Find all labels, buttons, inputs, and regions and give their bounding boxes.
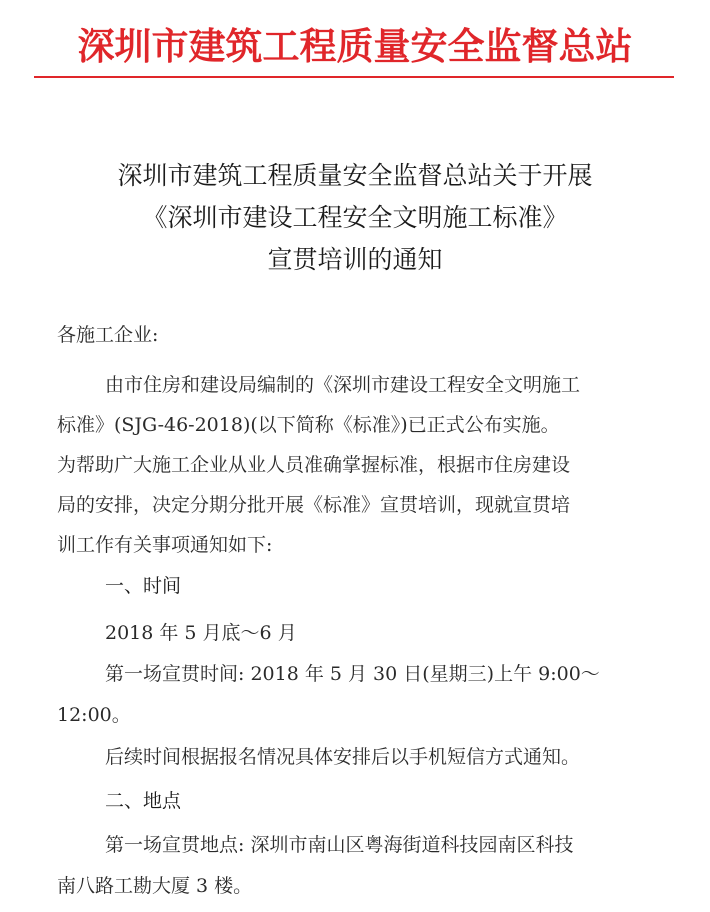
intro-line-2: 标准》(SJG-46-2018)(以下简称《标准》)已正式公布实施。	[57, 414, 560, 436]
first-session-time-line-1: 第一场宣贯时间: 2018 年 5 月 30 日(星期三)上午 9:00～	[105, 663, 600, 685]
section-heading-location: 二、地点	[105, 790, 182, 812]
section-heading-time: 一、时间	[105, 575, 182, 597]
document-title-line-3: 宣贯培训的通知	[267, 245, 443, 274]
intro-line-5: 训工作有关事项通知如下:	[57, 534, 273, 556]
first-session-location-line-2: 南八路工勘大厦 3 楼。	[57, 875, 253, 897]
letterhead-title: 深圳市建筑工程质量安全监督总站	[77, 25, 633, 68]
first-session-location-line-1: 第一场宣贯地点: 深圳市南山区粤海街道科技园南区科技	[105, 834, 574, 856]
followup-notice: 后续时间根据报名情况具体安排后以手机短信方式通知。	[105, 746, 581, 768]
intro-line-4: 局的安排，决定分期分批开展《标准》宣贯培训，现就宣贯培	[57, 494, 571, 516]
time-period: 2018 年 5 月底～6 月	[105, 622, 297, 644]
intro-line-1: 由市住房和建设局编制的《深圳市建设工程安全文明施工	[105, 374, 581, 396]
intro-line-3: 为帮助广大施工企业从业人员准确掌握标准，根据市住房建设	[57, 454, 571, 476]
first-session-time-line-2: 12:00。	[57, 704, 131, 726]
document-title-line-1: 深圳市建筑工程质量安全监督总站关于开展	[117, 161, 593, 190]
salutation: 各施工企业:	[57, 324, 159, 346]
document-title-line-2: 《深圳市建设工程安全文明施工标准》	[142, 203, 568, 232]
letterhead-rule	[34, 76, 674, 78]
